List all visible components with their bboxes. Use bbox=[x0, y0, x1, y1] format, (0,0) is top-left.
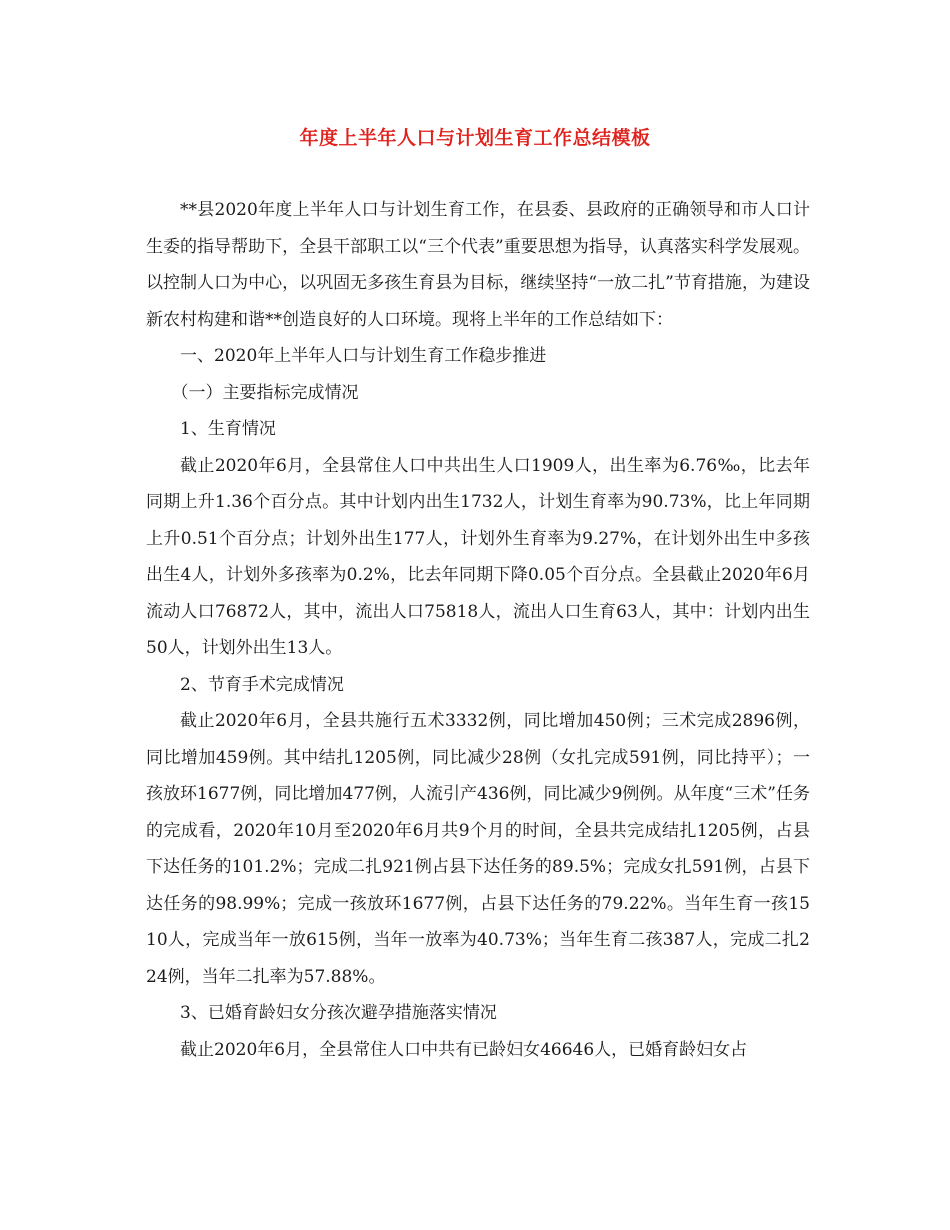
item-heading-surgery: 2、节育手术完成情况 bbox=[180, 674, 344, 695]
contraception-paragraph: 截止2020年6月，全县常住人口中共有已龄妇女46646人，已婚育龄妇女占 bbox=[180, 1039, 748, 1060]
document-title: 年度上半年人口与计划生育工作总结模板 bbox=[299, 127, 651, 149]
item-heading-birth: 1、生育情况 bbox=[180, 419, 276, 439]
intro-paragraph: **县2020年度上半年人口与计划生育工作，在县委、县政府的正确领导和市人口计生委的指导帮助下，全县干部职工以“三个代表”重要思想为指导，认真落实科学发展观。以控制人口为中心，以巩固无多孩生育县为目标，继续坚持“一放二扎”节育措施，为建设新农村构建和谐**创造良好的人口环境。现将上半年的工作总结如下： bbox=[146, 200, 810, 330]
document-body bbox=[146, 192, 810, 1068]
item-heading-contraception: 3、已婚育龄妇女分孩次避孕措施落实情况 bbox=[180, 1003, 497, 1023]
surgery-paragraph: 截止2020年6月，全县共施行五术3332例，同比增加450例；三术完成2896例，同比增加459例。其中结扎1205例，同比减少28例（女扎完成591例，同比持平）；一孩放环1677例，同比增加477例，人流引产436例，同比减少9例例。从年度“三术”任务的完成看，2020年10月至2020年6月共9个月的时间，全县共完成结扎1205例，占县下达任务的101.2%；完成二扎921例占县下达任务的89.5%；完成女扎591例，占县下达任务的98.99%；完成一孩放环1677例，占县下达任务的79.22%。当年生育一孩1510人，完成当年一放615例，当年一放率为40.73%；当年生育二孩387人，完成二扎224例，当年二扎率为57.88%。 bbox=[146, 711, 810, 987]
subsection-heading-1: （一）主要指标完成情况 bbox=[171, 382, 359, 403]
birth-paragraph: 截止2020年6月，全县常住人口中共出生人口1909人，出生率为6.76‰，比去年同期上升1.36个百分点。其中计划内出生1732人，计划生育率为90.73%，比上年同期上升0.51个百分点；计划外出生177人，计划外生育率为9.27%，在计划外出生中多孩出生4人，计划外多孩率为0.2%，比去年同期下降0.05个百分点。全县截止2020年6月流动人口76872人，其中，流出人口75818人，流出人口生育63人，其中：计划内出生50人，计划外出生13人。 bbox=[146, 455, 810, 658]
section-heading-1: 一、2020年上半年人口与计划生育工作稳步推进 bbox=[180, 346, 547, 366]
